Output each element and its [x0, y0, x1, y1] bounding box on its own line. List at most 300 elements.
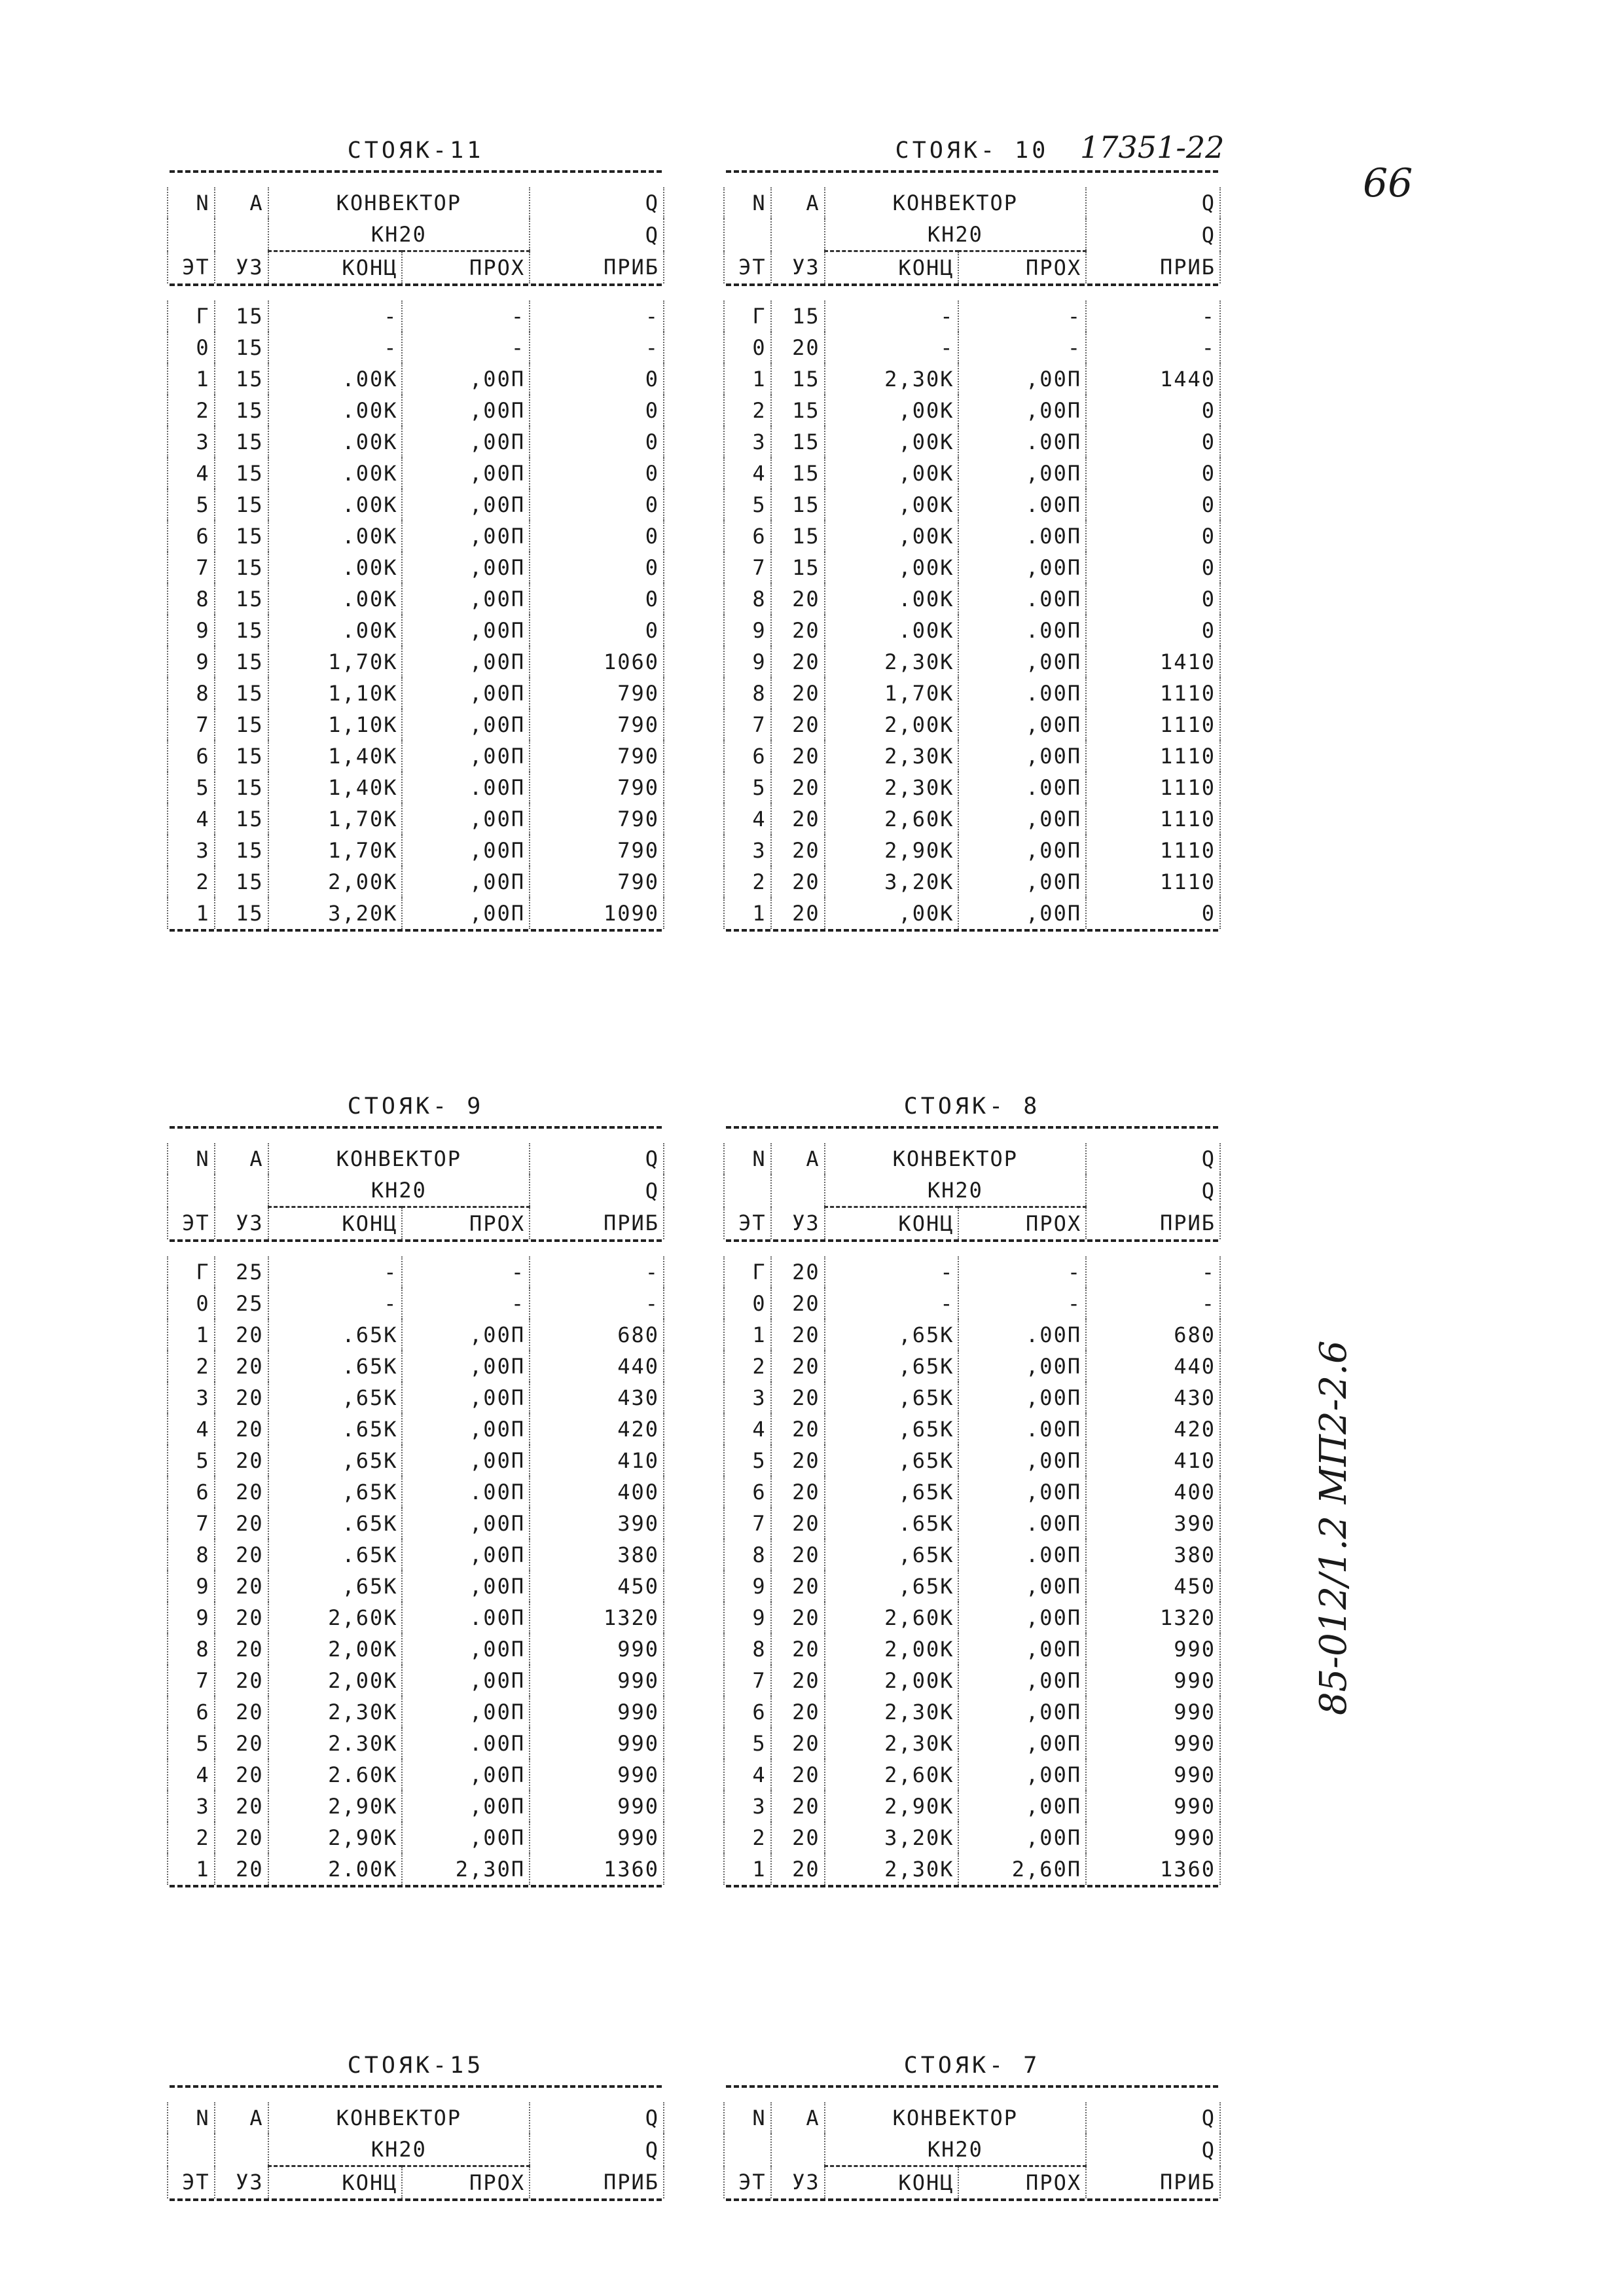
header-cell: A	[215, 1143, 268, 1175]
table-cell: ,00П	[958, 1728, 1086, 1759]
table-cell: .00П	[958, 1539, 1086, 1571]
header-cell: КН20	[825, 2134, 1086, 2166]
table-body	[167, 301, 664, 929]
table-cell: .00П	[958, 583, 1086, 615]
header-cell: Q	[530, 2102, 664, 2134]
table-cell: 15	[215, 395, 268, 426]
table-cell: 680	[530, 1319, 664, 1351]
table-cell: 6	[168, 1696, 215, 1728]
table-cell: 20	[771, 1476, 825, 1508]
table-row	[168, 1319, 664, 1351]
table-cell: ,00П	[402, 646, 530, 678]
table-cell: .00К	[268, 520, 403, 552]
divider	[726, 2085, 1218, 2102]
header-cell	[724, 219, 771, 251]
table-cell: -	[825, 332, 959, 363]
table-row	[168, 1728, 664, 1759]
header-cell: ПРИБ	[1086, 1207, 1220, 1240]
table-cell: ,00П	[402, 520, 530, 552]
table-cell: .00П	[402, 1728, 530, 1759]
table-cell: .00П	[402, 772, 530, 803]
table-cell: ,00П	[958, 709, 1086, 740]
header-cell: Q	[1086, 1175, 1220, 1207]
table-cell: 6	[168, 1476, 215, 1508]
table-cell: 0	[1086, 426, 1220, 458]
table-row	[168, 426, 664, 458]
table-cell: 7	[724, 552, 771, 583]
table-cell: 990	[530, 1633, 664, 1665]
divider	[170, 170, 662, 187]
table-cell: .00П	[958, 615, 1086, 646]
table-cell: -	[1086, 1288, 1220, 1319]
table-cell: 1360	[530, 1853, 664, 1885]
table-cell: 2	[724, 1822, 771, 1853]
table-cell: .65К	[825, 1508, 959, 1539]
table-cell: 15	[771, 426, 825, 458]
table-row	[168, 1822, 664, 1853]
table-cell: 8	[724, 1633, 771, 1665]
table-row	[724, 1476, 1220, 1508]
table-cell: 20	[771, 1602, 825, 1633]
table-row	[724, 772, 1220, 803]
table-cell: 2,00К	[268, 866, 403, 898]
table-cell: 20	[771, 898, 825, 929]
page-number: 66	[1363, 160, 1413, 206]
table-cell: 8	[168, 678, 215, 709]
table-cell: 20	[771, 1633, 825, 1665]
table-cell: 2.30К	[268, 1728, 403, 1759]
table-cell: ,65К	[825, 1319, 959, 1351]
table-cell: 2,90К	[825, 835, 959, 866]
table-cell: 1	[724, 363, 771, 395]
table-row	[168, 1759, 664, 1791]
table-cell: .00П	[958, 1508, 1086, 1539]
table-row	[168, 803, 664, 835]
table-cell: ,00П	[958, 740, 1086, 772]
table-cell: 20	[771, 615, 825, 646]
table-cell: 4	[724, 458, 771, 489]
table-row	[724, 1288, 1220, 1319]
table-cell: 390	[530, 1508, 664, 1539]
header-cell: УЗ	[215, 1207, 268, 1240]
table-cell: ,00П	[402, 489, 530, 520]
table-row	[724, 1759, 1220, 1791]
table-cell: 15	[771, 363, 825, 395]
table-cell: 2,30П	[402, 1853, 530, 1885]
table-header	[167, 2102, 664, 2198]
table-cell: 410	[1086, 1445, 1220, 1476]
table-cell: 0	[530, 489, 664, 520]
table-cell: ,00П	[958, 646, 1086, 678]
table-cell: 20	[215, 1413, 268, 1445]
stoyak-table	[723, 1087, 1221, 1902]
table-cell: 3	[168, 835, 215, 866]
table-cell: 15	[215, 552, 268, 583]
table-cell: 8	[168, 1539, 215, 1571]
header-row	[168, 1175, 664, 1207]
table-cell: 20	[215, 1759, 268, 1791]
table-cell: 440	[530, 1351, 664, 1382]
table-cell: 3	[724, 1382, 771, 1413]
table-cell: ,00П	[958, 395, 1086, 426]
table-cell: 20	[771, 1382, 825, 1413]
table-cell: 3	[724, 426, 771, 458]
table-cell: ,00П	[402, 1351, 530, 1382]
table-row	[724, 803, 1220, 835]
table-cell: ,00П	[402, 1822, 530, 1853]
table-cell: 990	[530, 1822, 664, 1853]
header-cell: Q	[1086, 219, 1220, 251]
table-cell: ,00П	[958, 1791, 1086, 1822]
table-cell: 1060	[530, 646, 664, 678]
header-cell: ПРОХ	[402, 251, 530, 284]
header-cell: КН20	[268, 2134, 530, 2166]
table-cell: -	[268, 301, 403, 332]
table-cell: 2,90К	[825, 1791, 959, 1822]
table-header	[723, 187, 1221, 283]
header-cell	[168, 1175, 215, 1207]
table-row	[168, 583, 664, 615]
header-row	[168, 2134, 664, 2166]
table-row	[168, 552, 664, 583]
table-cell: 15	[215, 332, 268, 363]
header-row	[724, 251, 1220, 284]
table-row	[168, 1633, 664, 1665]
header-cell: ПРОХ	[958, 1207, 1086, 1240]
table-cell: 1	[168, 1319, 215, 1351]
table-cell: 430	[1086, 1382, 1220, 1413]
table-cell: 2.60К	[268, 1759, 403, 1791]
table-cell: 2	[168, 866, 215, 898]
table-cell: 20	[215, 1539, 268, 1571]
table-cell: ,00П	[402, 1539, 530, 1571]
table-cell: 4	[168, 803, 215, 835]
header-cell: Q	[1086, 187, 1220, 219]
table-row	[724, 1696, 1220, 1728]
table-cell: 0	[530, 552, 664, 583]
header-cell: КН20	[825, 1175, 1086, 1207]
table-cell: 20	[215, 1853, 268, 1885]
table-cell: 0	[530, 458, 664, 489]
table-cell: 20	[215, 1571, 268, 1602]
table-row	[724, 740, 1220, 772]
table-cell: 1	[168, 1853, 215, 1885]
table-cell: -	[268, 1288, 403, 1319]
table-cell: .00К	[268, 552, 403, 583]
table-cell: 2,00К	[825, 1665, 959, 1696]
table-row	[168, 1413, 664, 1445]
table-cell: 15	[215, 772, 268, 803]
table-cell: 15	[215, 740, 268, 772]
table-cell: ,00К	[825, 426, 959, 458]
table-cell: 0	[1086, 552, 1220, 583]
table-cell: ,65К	[268, 1382, 403, 1413]
table-cell: 20	[771, 1822, 825, 1853]
divider	[170, 2198, 662, 2215]
table-cell: 6	[168, 740, 215, 772]
table-row	[724, 615, 1220, 646]
table-cell: -	[268, 1256, 403, 1288]
table-cell: 5	[168, 772, 215, 803]
table-row	[724, 1853, 1220, 1885]
table-cell: 5	[724, 1728, 771, 1759]
header-cell: КОНЦ	[825, 2166, 959, 2199]
table-cell: ,00К	[825, 520, 959, 552]
table-cell: 990	[1086, 1822, 1220, 1853]
header-cell	[771, 1175, 825, 1207]
table-cell: 0	[1086, 395, 1220, 426]
table-cell: ,00П	[958, 1665, 1086, 1696]
table-cell: ,00П	[402, 740, 530, 772]
table-cell: 4	[168, 1413, 215, 1445]
table-row	[724, 1351, 1220, 1382]
header-cell	[168, 219, 215, 251]
table-row	[168, 709, 664, 740]
table-cell: ,00П	[958, 1445, 1086, 1476]
header-cell: A	[215, 2102, 268, 2134]
table-cell: .65К	[268, 1351, 403, 1382]
header-cell: ПРИБ	[1086, 2166, 1220, 2199]
table-cell: ,00П	[402, 1633, 530, 1665]
table-cell: ,00П	[402, 898, 530, 929]
table-row	[724, 426, 1220, 458]
table-cell: ,00П	[402, 458, 530, 489]
table-cell: -	[1086, 1256, 1220, 1288]
table-cell: 790	[530, 772, 664, 803]
table-row	[724, 1602, 1220, 1633]
header-cell: N	[724, 187, 771, 219]
table-cell: 0	[1086, 898, 1220, 929]
table-cell: 3,20К	[268, 898, 403, 929]
table-row	[724, 1665, 1220, 1696]
table-row	[168, 1665, 664, 1696]
header-cell: Q	[530, 187, 664, 219]
table-cell: 990	[530, 1759, 664, 1791]
table-cell: 2,30К	[825, 1696, 959, 1728]
header-cell: N	[168, 2102, 215, 2134]
table-row	[168, 898, 664, 929]
header-cell: ЭТ	[168, 1207, 215, 1240]
table-cell: 20	[771, 583, 825, 615]
table-row	[724, 520, 1220, 552]
table-cell: ,00П	[402, 835, 530, 866]
table-cell: ,00К	[825, 458, 959, 489]
table-cell: .65К	[268, 1319, 403, 1351]
table-cell: 15	[215, 898, 268, 929]
table-cell: 1	[724, 1853, 771, 1885]
table-cell: 390	[1086, 1508, 1220, 1539]
table-cell: 990	[530, 1665, 664, 1696]
header-cell: ПРИБ	[530, 2166, 664, 2199]
table-cell: 1,10К	[268, 709, 403, 740]
header-cell: A	[771, 1143, 825, 1175]
table-cell: .00К	[268, 583, 403, 615]
table-cell: ,00П	[958, 803, 1086, 835]
table-cell: 20	[771, 1759, 825, 1791]
table-cell: 0	[530, 363, 664, 395]
table-cell: ,00П	[958, 1351, 1086, 1382]
table-body	[167, 1256, 664, 1885]
header-cell: ПРОХ	[402, 1207, 530, 1240]
table-cell: 410	[530, 1445, 664, 1476]
table-cell: 3	[724, 835, 771, 866]
table-row	[724, 1539, 1220, 1571]
table-cell: ,00П	[958, 835, 1086, 866]
table-cell: 380	[530, 1539, 664, 1571]
table-cell: 2,60К	[268, 1602, 403, 1633]
table-cell: ,00П	[402, 552, 530, 583]
table-cell: 990	[1086, 1791, 1220, 1822]
table-cell: 3	[168, 1382, 215, 1413]
table-cell: -	[958, 332, 1086, 363]
table-cell: .00П	[958, 426, 1086, 458]
table-cell: 1110	[1086, 803, 1220, 835]
table-row	[724, 1728, 1220, 1759]
table-cell: 5	[168, 1728, 215, 1759]
table-cell: -	[402, 1288, 530, 1319]
header-cell: ЭТ	[724, 2166, 771, 2199]
header-cell: УЗ	[771, 2166, 825, 2199]
table-cell: 790	[530, 709, 664, 740]
header-cell: ПРИБ	[530, 251, 664, 284]
table-cell: ,00П	[402, 1759, 530, 1791]
header-row	[724, 1143, 1220, 1175]
table-cell: -	[530, 301, 664, 332]
divider	[726, 1126, 1218, 1143]
table-cell: 2,30К	[825, 1728, 959, 1759]
table-cell: 1090	[530, 898, 664, 929]
table-cell: 20	[771, 1319, 825, 1351]
table-cell: 9	[724, 646, 771, 678]
table-cell: .00П	[958, 772, 1086, 803]
header-cell: УЗ	[771, 1207, 825, 1240]
header-row	[168, 1207, 664, 1240]
table-row	[724, 332, 1220, 363]
table-cell: 15	[215, 678, 268, 709]
table-cell: 20	[771, 1256, 825, 1288]
table-cell: 0	[724, 1288, 771, 1319]
table-cell: 990	[1086, 1665, 1220, 1696]
table-row	[724, 898, 1220, 929]
table-cell: 15	[215, 709, 268, 740]
table-cell: ,00П	[402, 615, 530, 646]
table-row	[168, 1696, 664, 1728]
table-cell: 0	[530, 615, 664, 646]
table-cell: 15	[215, 646, 268, 678]
table-cell: ,00П	[402, 583, 530, 615]
table-cell: 2,00К	[268, 1633, 403, 1665]
table-cell: 3	[168, 1791, 215, 1822]
table-cell: 2	[724, 395, 771, 426]
table-cell: -	[825, 1256, 959, 1288]
table-cell: ,00П	[958, 363, 1086, 395]
table-cell: 450	[530, 1571, 664, 1602]
header-cell: Q	[530, 1175, 664, 1207]
header-row	[724, 219, 1220, 251]
header-cell: КОНВЕКТОР	[268, 2102, 530, 2134]
table-cell: 9	[168, 646, 215, 678]
table-cell: 15	[215, 458, 268, 489]
table-cell: -	[958, 1256, 1086, 1288]
table-row	[168, 332, 664, 363]
table-cell: 3,20К	[825, 1822, 959, 1853]
table-cell: -	[1086, 301, 1220, 332]
table-row	[724, 1413, 1220, 1445]
header-cell: N	[168, 187, 215, 219]
table-row	[168, 615, 664, 646]
stoyak-table	[167, 131, 664, 946]
table-cell: 20	[771, 1539, 825, 1571]
divider	[170, 2085, 662, 2102]
stoyak-table	[723, 2046, 1221, 2215]
table-row	[168, 1791, 664, 1822]
table-cell: -	[1086, 332, 1220, 363]
table-cell: 4	[724, 1759, 771, 1791]
table-cell: 4	[168, 458, 215, 489]
table-cell: .00П	[402, 1476, 530, 1508]
table-row	[168, 1853, 664, 1885]
table-body	[723, 1256, 1221, 1885]
header-cell: N	[168, 1143, 215, 1175]
table-title: СТОЯК- 9	[347, 1093, 484, 1120]
header-row	[724, 187, 1220, 219]
table-cell: 2,30К	[825, 363, 959, 395]
table-cell: 420	[530, 1413, 664, 1445]
table-cell: -	[825, 1288, 959, 1319]
table-cell: 20	[771, 772, 825, 803]
table-cell: 15	[771, 520, 825, 552]
header-cell: ЭТ	[724, 251, 771, 284]
table-cell: 990	[1086, 1696, 1220, 1728]
table-cell: 15	[215, 363, 268, 395]
table-cell: 6	[724, 1696, 771, 1728]
table-cell: 20	[215, 1602, 268, 1633]
table-cell: ,00П	[402, 803, 530, 835]
table-row	[724, 552, 1220, 583]
table-cell: 1	[168, 363, 215, 395]
table-row	[724, 363, 1220, 395]
table-cell: 990	[530, 1791, 664, 1822]
header-row	[724, 1175, 1220, 1207]
table-cell: ,00П	[402, 1413, 530, 1445]
table-cell: .00П	[958, 678, 1086, 709]
table-cell: 20	[771, 709, 825, 740]
table-cell: 5	[168, 1445, 215, 1476]
table-cell: 7	[168, 1665, 215, 1696]
table-cell: 0	[168, 332, 215, 363]
header-row	[724, 2134, 1220, 2166]
table-cell: 15	[771, 489, 825, 520]
table-cell: 20	[215, 1382, 268, 1413]
table-cell: -	[268, 332, 403, 363]
table-row	[724, 301, 1220, 332]
table-cell: 15	[771, 301, 825, 332]
table-title: СТОЯК-15	[347, 2052, 484, 2079]
table-cell: .00К	[268, 489, 403, 520]
table-row	[168, 395, 664, 426]
header-cell: КН20	[268, 219, 530, 251]
table-cell: .00К	[268, 426, 403, 458]
header-row	[168, 1143, 664, 1175]
table-cell: .00К	[268, 458, 403, 489]
table-cell: 3,20К	[825, 866, 959, 898]
table-cell: 4	[168, 1759, 215, 1791]
table-cell: 7	[724, 1508, 771, 1539]
table-cell: -	[958, 1288, 1086, 1319]
table-cell: ,65К	[268, 1571, 403, 1602]
table-row	[724, 1508, 1220, 1539]
header-cell: КОНВЕКТОР	[268, 187, 530, 219]
